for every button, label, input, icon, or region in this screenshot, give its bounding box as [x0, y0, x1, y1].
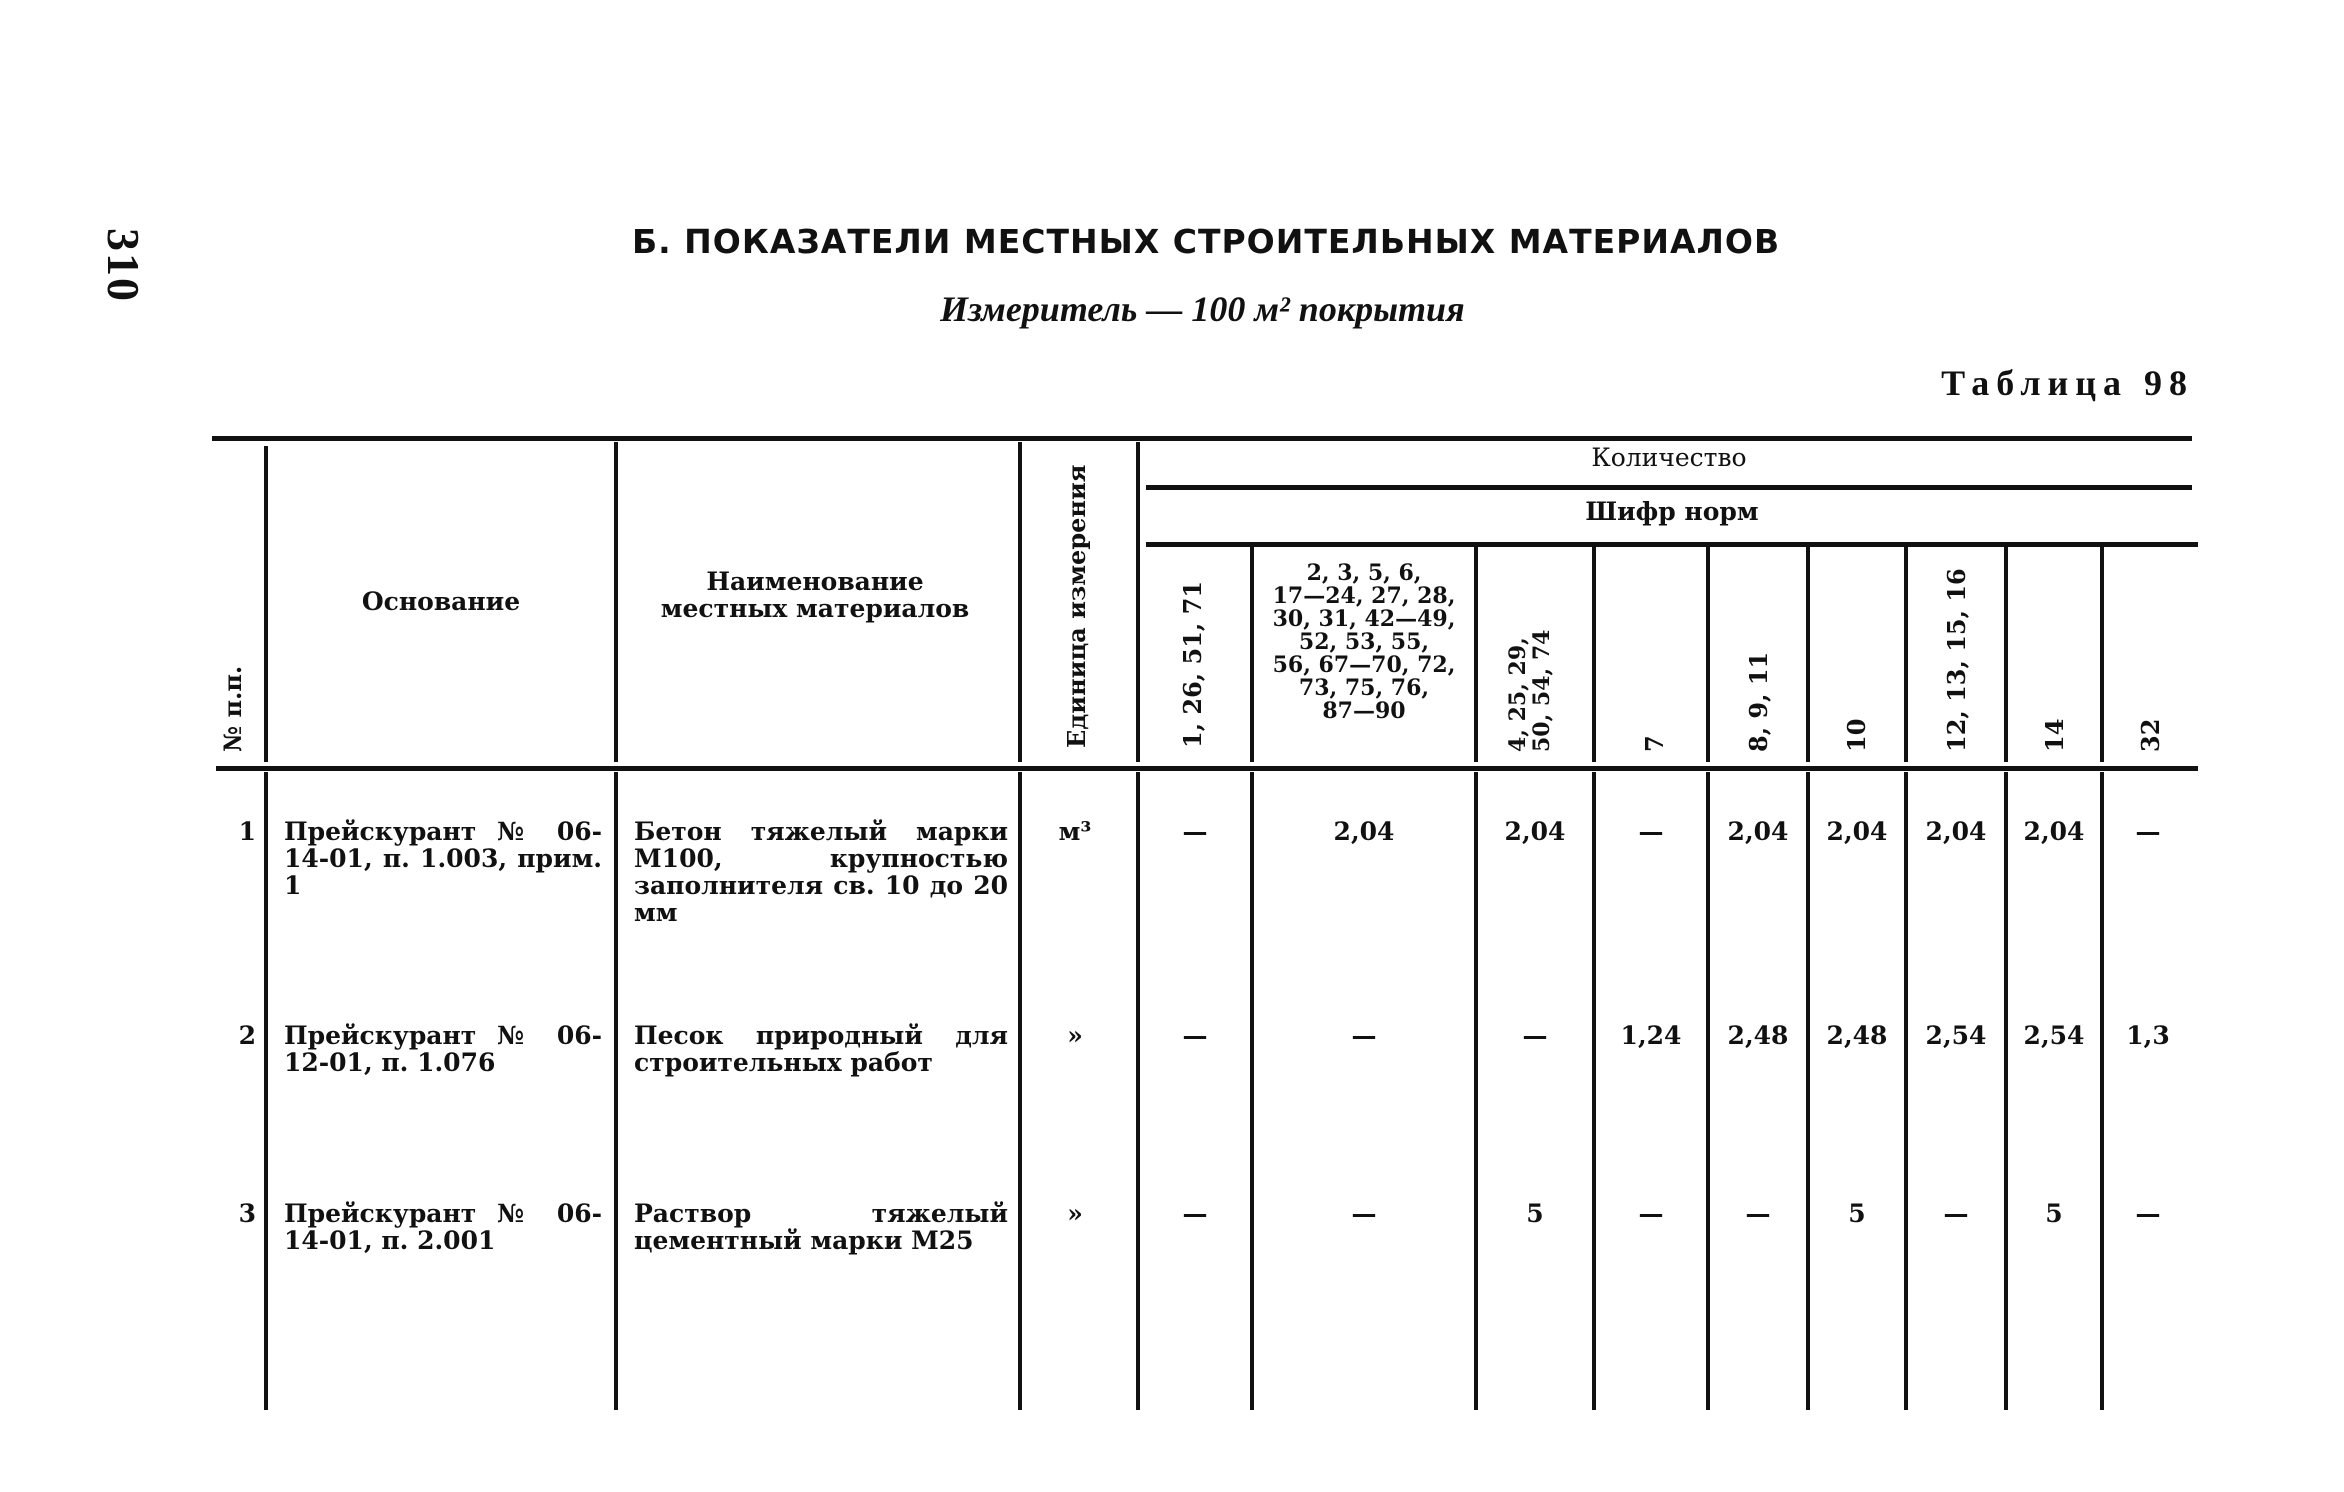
code-col-7: 12, 13, 15, 16: [1942, 568, 1971, 752]
row-value: 2,04: [1925, 817, 1987, 846]
header-codes-title: Шифр норм: [1585, 497, 1759, 526]
col-rule: [264, 446, 268, 762]
row-value: 2,04: [1727, 817, 1789, 846]
row-value: 2,04: [2023, 817, 2085, 846]
row-value: 2,04: [1504, 817, 1566, 846]
col-rule: [614, 442, 618, 762]
col-rule: [2004, 772, 2008, 1410]
row-number: 3: [238, 1199, 256, 1228]
page-number: 310: [98, 228, 149, 303]
row-value: —: [1638, 817, 1664, 846]
row-value: 1,3: [2126, 1021, 2170, 1050]
row-value: 2,04: [1826, 817, 1888, 846]
measure-subtitle: Измеритель — 100 м² покрытия: [940, 289, 1465, 329]
col-rule: [1706, 546, 1710, 762]
col-rule: [1806, 772, 1810, 1410]
row-value: —: [1351, 1021, 1377, 1050]
code-col-3: [1506, 630, 1554, 752]
col-rule: [1474, 772, 1478, 1410]
code-col-3-line: 50, 54, 74: [1529, 629, 1555, 752]
row-material: Песок природный для строительных работ: [634, 1021, 1008, 1077]
row-material: Бетон тяжелый марки М100, крупностью заполнителя св. 10 до 20 мм: [634, 817, 1008, 927]
row-value: 5: [1848, 1199, 1866, 1228]
header-material: Наименование местных материалов: [660, 567, 970, 623]
row-value: 2,48: [1826, 1021, 1888, 1050]
col-rule: [264, 772, 268, 1410]
row-value: —: [1182, 1021, 1208, 1050]
row-value: —: [1351, 1199, 1377, 1228]
codes-rule: [1146, 542, 2198, 547]
col-rule: [2004, 546, 2008, 762]
row-unit: м³: [1058, 817, 1092, 846]
col-rule: [1806, 546, 1810, 762]
row-value: 2,54: [1925, 1021, 1987, 1050]
row-value: —: [1638, 1199, 1664, 1228]
code-col-2-line: 30, 31, 42—49,: [1272, 606, 1456, 632]
row-value: —: [1943, 1199, 1969, 1228]
col-rule: [2100, 546, 2104, 762]
row-value: —: [1182, 1199, 1208, 1228]
code-col-5: 8, 9, 11: [1744, 651, 1773, 752]
row-value: 2,04: [1333, 817, 1395, 846]
col-rule: [2100, 772, 2104, 1410]
header-unit: Единица измерения: [1062, 464, 1091, 748]
table-top-rule: [212, 436, 2192, 441]
row-value: 1,24: [1620, 1021, 1682, 1050]
code-col-2: [1254, 562, 1474, 723]
code-col-8: 14: [2040, 718, 2069, 752]
header-num: № п.п.: [218, 665, 247, 752]
code-col-1: 1, 26, 51, 71: [1178, 580, 1207, 748]
header-quantity: Количество: [1591, 443, 1747, 472]
col-rule: [1474, 546, 1478, 762]
row-number: 1: [238, 817, 256, 846]
row-number: 2: [238, 1021, 256, 1050]
row-value: —: [1522, 1021, 1548, 1050]
row-basis: Прейскурант № 06-14-01, п. 1.003, прим. 1: [284, 817, 602, 900]
section-title: Б. ПОКАЗАТЕЛИ МЕСТНЫХ СТРОИТЕЛЬНЫХ МАТЕРИАЛОВ: [632, 222, 1781, 261]
row-basis: Прейскурант № 06-14-01, п. 2.001: [284, 1199, 602, 1255]
code-col-2-line: 2, 3, 5, 6,: [1306, 560, 1422, 586]
col-rule: [1018, 442, 1022, 762]
code-col-2-line: 56, 67—70, 72,: [1272, 652, 1456, 678]
code-col-3-line: 4, 25, 29,: [1505, 637, 1531, 752]
header-basis: Основание: [361, 587, 521, 616]
code-col-2-line: 52, 53, 55,: [1298, 629, 1430, 655]
row-basis: Прейскурант № 06-12-01, п. 1.076: [284, 1021, 602, 1077]
row-value: 2,48: [1727, 1021, 1789, 1050]
code-col-2-line: 17—24, 27, 28,: [1272, 583, 1456, 609]
code-col-6: 10: [1842, 718, 1871, 752]
col-rule: [1250, 772, 1254, 1410]
col-rule: [1904, 772, 1908, 1410]
col-rule: [614, 772, 618, 1410]
code-col-4: 7: [1640, 735, 1669, 752]
col-rule: [1592, 546, 1596, 762]
row-value: —: [2135, 817, 2161, 846]
row-unit: »: [1067, 1021, 1083, 1050]
row-unit: »: [1067, 1199, 1083, 1228]
code-col-9: 32: [2136, 718, 2165, 752]
col-rule: [1018, 772, 1022, 1410]
row-value: —: [1182, 817, 1208, 846]
row-value: 5: [1526, 1199, 1544, 1228]
header-bottom-rule: [216, 766, 2198, 771]
table-label: Таблица 98: [1941, 363, 2194, 403]
code-col-2-line: 87—90: [1322, 698, 1406, 724]
quantity-rule: [1146, 485, 2192, 490]
col-rule: [1136, 772, 1140, 1410]
row-material: Раствор тяжелый цементный марки М25: [634, 1199, 1008, 1255]
col-rule: [1136, 442, 1140, 762]
row-value: 2,54: [2023, 1021, 2085, 1050]
col-rule: [1706, 772, 1710, 1410]
row-value: 5: [2045, 1199, 2063, 1228]
row-value: —: [2135, 1199, 2161, 1228]
col-rule: [1592, 772, 1596, 1410]
row-value: —: [1745, 1199, 1771, 1228]
col-rule: [1904, 546, 1908, 762]
code-col-2-line: 73, 75, 76,: [1298, 675, 1430, 701]
